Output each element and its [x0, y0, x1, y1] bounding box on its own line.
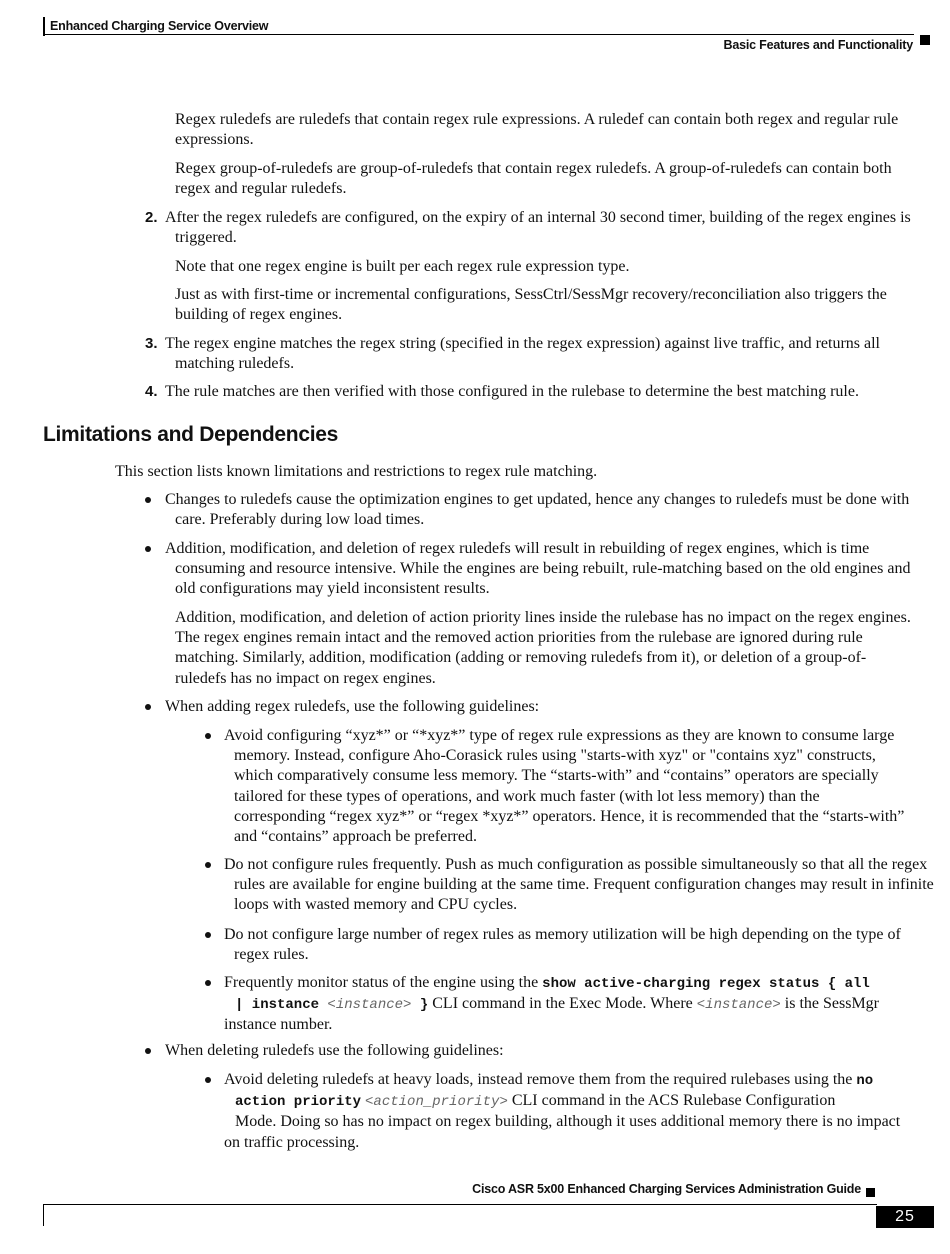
intro-paragraph-1: Regex ruledefs are ruledefs that contain regex rule expressions. A ruledef can contain both regex and regular rule expressions. [175, 111, 899, 149]
bullet-item: When adding regex ruledefs, use the following guidelines: [165, 698, 540, 715]
sub-bullet-marker [205, 733, 211, 739]
step-number: 4. [145, 383, 158, 400]
sub-bullet-marker [205, 980, 211, 986]
step-number: 2. [145, 209, 158, 226]
sub-bullet-marker [205, 1077, 211, 1083]
step-text: After the regex ruledefs are configured, on the expiry of an internal 30 second timer, building of the regex engines is triggered. [165, 209, 911, 247]
footer-left-edge [43, 1204, 44, 1226]
cli-argument: <instance> [327, 997, 412, 1014]
step-note: Just as with first-time or incremental configurations, SessCtrl/SessMgr recovery/reconciliation also triggers the building of regex engines. [175, 286, 887, 324]
cli-command: action priority [235, 1094, 362, 1111]
footer-rule [43, 1204, 877, 1205]
section-heading: Limitations and Dependencies [43, 423, 338, 446]
page-number: 25 [876, 1206, 934, 1228]
bullet-marker [145, 546, 151, 552]
sub-bullet-item: Avoid deleting ruledefs at heavy loads, instead remove them from the required rulebases using the no action priority <action_priority> CLI command in the ACS Rulebase Configuration Mode. Doing so has no impact on regex building, although it uses additional memory there is no impact on traffic processing. [224, 1071, 901, 1151]
header-rule [43, 34, 914, 35]
cli-command: | instance [235, 997, 328, 1014]
intro-paragraph-2: Regex group-of-ruledefs are group-of-ruledefs that contain regex ruledefs. A group-of-ruledefs can contain both regex and regular ruledefs. [175, 160, 892, 198]
cli-argument: <action_priority> [365, 1094, 508, 1111]
sub-bullet-marker [205, 862, 211, 868]
header-marker [920, 35, 930, 45]
bullet-item: Addition, modification, and deletion of regex ruledefs will result in rebuilding of regex engines, which is time consuming and resource intensive. While the engines are being rebuilt, rule-matching based on the old engines and old configurations may yield inconsistent results. [165, 540, 911, 598]
bullet-marker [145, 497, 151, 503]
bullet-marker [145, 704, 151, 710]
sub-bullet-item: Do not configure large number of regex rules as memory utilization will be high depending on the type of regex rules. [224, 926, 901, 964]
step-note: Note that one regex engine is built per each regex rule expression type. [175, 258, 630, 275]
sub-bullet-marker [205, 932, 211, 938]
footer-title: Cisco ASR 5x00 Enhanced Charging Services Administration Guide [472, 1182, 861, 1196]
sub-bullet-item: Avoid configuring “xyz*” or “*xyz*” type of regex rule expressions as they are known to consume large memory. Instead, configure Aho-Corasick rules using "starts-with xyz" or "contains xyz" constructs, which comparatively consume less memory. The “starts-with” and “contains” operators are specially tailored for these types of operations, and work much faster (with lot less memory) than the corresponding “regex xyz*” or “regex *xyz*” operators. Hence, it is recommended that the “starts-with” and “contains” approach be preferred. [224, 727, 905, 846]
cli-command: no [856, 1073, 874, 1089]
cli-command: show active-charging regex status { all [542, 976, 870, 992]
bullet-item: When deleting ruledefs use the following guidelines: [165, 1042, 504, 1059]
running-header-section: Enhanced Charging Service Overview [43, 17, 268, 36]
section-intro: This section lists known limitations and restrictions to regex rule matching. [115, 463, 598, 480]
cli-argument: <instance> [696, 997, 781, 1014]
running-header-chapter: Basic Features and Functionality [723, 38, 913, 52]
bullet-note: Addition, modification, and deletion of action priority lines inside the rulebase has no impact on the regex engines. The regex engines remain intact and the removed action priorities from the rulebase are ignored during rule matching. Similarly, addition, modification (adding or removing ruledefs from it), or deletion of a group-of-ruledefs has no impact on regex engines. [175, 609, 911, 687]
step-number: 3. [145, 335, 158, 352]
bullet-item: Changes to ruledefs cause the optimization engines to get updated, hence any changes to ruledefs must be done with care. Preferably during low load times. [165, 491, 910, 529]
step-text: The regex engine matches the regex string (specified in the regex expression) against live traffic, and returns all matching ruledefs. [165, 335, 880, 373]
sub-bullet-item: Frequently monitor status of the engine using the show active-charging regex status { all | instance <instance> } CLI command in the Exec Mode. Where <instance> is the SessMgr instance number. [224, 974, 880, 1034]
step-text: The rule matches are then verified with those configured in the rulebase to determine the best matching rule. [165, 383, 859, 400]
sub-bullet-item: Do not configure rules frequently. Push as much configuration as possible simultaneously so that all the regex rules are available for engine building at the same time. Frequent configuration changes may result in infinite loops with wasted memory and CPU cycles. [224, 856, 934, 914]
footer-marker [866, 1188, 875, 1197]
bullet-marker [145, 1048, 151, 1054]
